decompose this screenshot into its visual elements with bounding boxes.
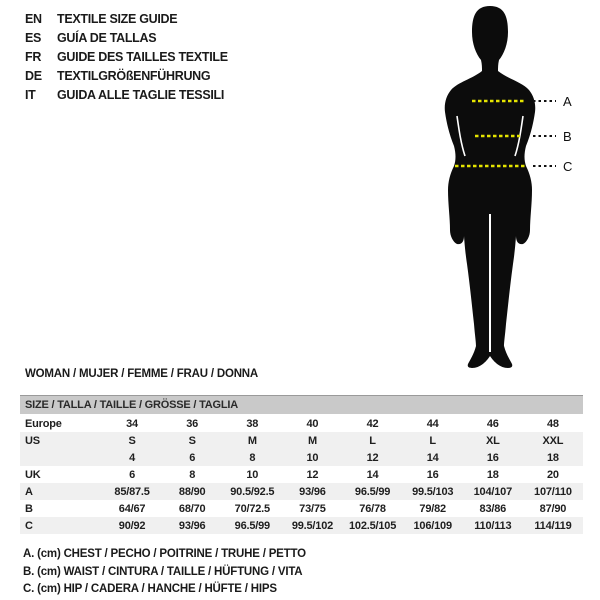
size-table-row bbox=[20, 466, 583, 483]
size-table bbox=[20, 395, 583, 534]
size-cell: S bbox=[128, 434, 136, 447]
size-cell: L bbox=[429, 434, 436, 447]
lang-code: DE bbox=[25, 68, 42, 83]
size-cell: 12 bbox=[306, 468, 319, 481]
size-cell: 73/75 bbox=[299, 502, 326, 515]
size-cell: 93/96 bbox=[299, 485, 326, 498]
size-cell: S bbox=[188, 434, 196, 447]
size-cell: 46 bbox=[486, 417, 499, 430]
size-table-row bbox=[20, 500, 583, 517]
size-cell: M bbox=[247, 434, 257, 447]
size-table-body bbox=[20, 415, 583, 535]
size-cell: 96.5/99 bbox=[234, 519, 270, 532]
section-label-woman: WOMAN / MUJER / FEMME / FRAU / DONNA bbox=[25, 368, 259, 380]
size-cell: 79/82 bbox=[419, 502, 446, 515]
size-cell: 16 bbox=[426, 468, 439, 481]
size-table-row bbox=[20, 517, 583, 534]
size-cell: 18 bbox=[486, 468, 499, 481]
marker-label-c: C bbox=[563, 159, 573, 174]
size-cell: XXL bbox=[542, 434, 564, 447]
legend-hip: C. (cm) HIP / CADERA / HANCHE / HÜFTE / HIPS bbox=[23, 583, 277, 595]
size-cell: 107/110 bbox=[534, 485, 572, 498]
size-cell: 10 bbox=[246, 468, 259, 481]
size-cell: 64/67 bbox=[118, 502, 146, 515]
size-cell: 12 bbox=[366, 451, 379, 464]
size-cell: 87/90 bbox=[539, 502, 567, 515]
size-cell: 104/107 bbox=[473, 485, 512, 498]
lang-code: ES bbox=[25, 30, 42, 45]
size-cell: 93/96 bbox=[178, 519, 206, 532]
lang-title: GUIDA ALLE TAGLIE TESSILI bbox=[57, 87, 225, 102]
woman-silhouette-figure bbox=[420, 2, 598, 370]
lang-title: GUIDE DES TAILLES TEXTILE bbox=[57, 49, 228, 64]
size-cell: 106/109 bbox=[413, 519, 452, 532]
language-title-block bbox=[25, 9, 228, 104]
size-cell: 42 bbox=[366, 417, 379, 430]
marker-label-b: B bbox=[563, 129, 572, 144]
measurement-legend bbox=[23, 546, 306, 599]
size-cell: 48 bbox=[547, 417, 559, 430]
lang-row-en bbox=[25, 9, 228, 28]
lang-title: TEXTILGRÖßENFÜHRUNG bbox=[57, 68, 211, 83]
size-table-header: SIZE / TALLA / TAILLE / GRÖSSE / TAGLIA bbox=[20, 396, 583, 415]
size-cell: 83/86 bbox=[479, 502, 507, 515]
row-label bbox=[20, 449, 102, 466]
size-cell: 16 bbox=[486, 451, 499, 464]
row-label: B bbox=[25, 502, 33, 515]
size-cell: 68/70 bbox=[178, 502, 206, 515]
size-cell: 76/78 bbox=[359, 502, 386, 515]
size-cell: 10 bbox=[306, 451, 319, 464]
size-cell: 14 bbox=[366, 468, 379, 481]
size-table-row bbox=[20, 483, 583, 500]
row-label: US bbox=[25, 434, 40, 447]
lang-title: TEXTILE SIZE GUIDE bbox=[57, 11, 178, 26]
row-label: C bbox=[25, 519, 33, 532]
size-cell: 102.5/105 bbox=[348, 519, 397, 532]
size-cell: 8 bbox=[249, 451, 256, 464]
size-cell: 8 bbox=[189, 468, 196, 481]
size-cell: 110/113 bbox=[474, 519, 512, 532]
lang-row-fr bbox=[25, 47, 228, 66]
size-cell: 40 bbox=[306, 417, 319, 430]
size-table-header-row bbox=[20, 396, 583, 415]
size-cell: 90/92 bbox=[118, 519, 146, 532]
size-cell: 18 bbox=[547, 451, 559, 464]
size-table-row bbox=[20, 432, 583, 449]
legend-waist: B. (cm) WAIST / CINTURA / TAILLE / HÜFTUNG / VITA bbox=[23, 565, 303, 578]
size-cell: XL bbox=[485, 434, 500, 447]
size-cell: 34 bbox=[126, 417, 138, 430]
size-cell: 20 bbox=[547, 468, 559, 481]
size-cell: 96.5/99 bbox=[354, 485, 391, 498]
size-cell: 14 bbox=[426, 451, 439, 464]
size-cell: 44 bbox=[426, 417, 439, 430]
row-label: UK bbox=[25, 468, 41, 481]
size-cell: 6 bbox=[129, 468, 136, 481]
size-cell: 114/119 bbox=[534, 519, 572, 532]
lang-row-it bbox=[25, 85, 228, 104]
lang-row-es bbox=[25, 28, 228, 47]
lang-code: FR bbox=[25, 49, 42, 64]
lang-title: GUÍA DE TALLAS bbox=[57, 30, 157, 45]
size-cell: M bbox=[307, 434, 317, 447]
size-cell: 70/72.5 bbox=[234, 502, 270, 515]
size-cell: 36 bbox=[186, 417, 199, 430]
lang-code: EN bbox=[25, 11, 42, 26]
size-cell: 99.5/103 bbox=[412, 485, 454, 498]
size-table-row bbox=[20, 415, 583, 433]
size-table-row bbox=[20, 449, 583, 466]
size-cell: 99.5/102 bbox=[291, 519, 334, 532]
lang-row-de bbox=[25, 66, 228, 85]
size-cell: 90.5/92.5 bbox=[230, 485, 275, 498]
legend-chest: A. (cm) CHEST / PECHO / POITRINE / TRUHE / PETTO bbox=[23, 548, 306, 560]
size-cell: 4 bbox=[129, 451, 136, 464]
size-cell: 38 bbox=[246, 417, 259, 430]
size-cell: 85/87.5 bbox=[114, 485, 150, 498]
lang-code: IT bbox=[25, 87, 36, 102]
size-cell: L bbox=[369, 434, 376, 447]
row-label: Europe bbox=[25, 417, 62, 430]
size-cell: 6 bbox=[189, 451, 196, 464]
size-cell: 88/90 bbox=[178, 485, 206, 498]
marker-label-a: A bbox=[563, 94, 572, 109]
row-label: A bbox=[25, 485, 33, 498]
